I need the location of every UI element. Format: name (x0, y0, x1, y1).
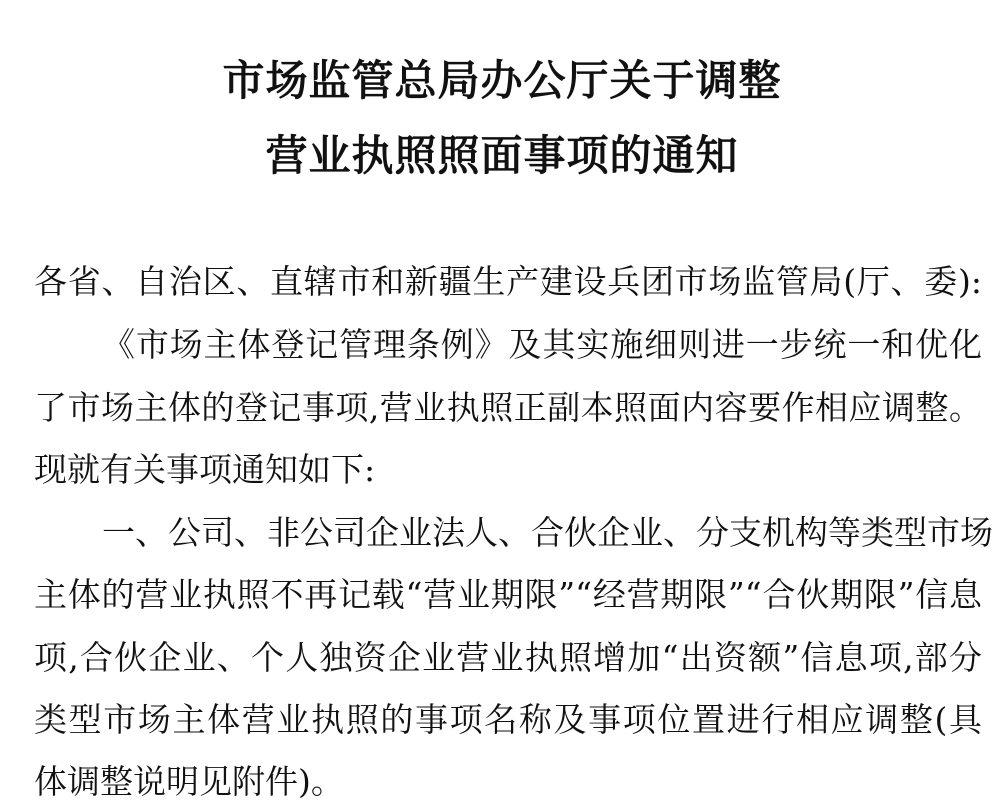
salutation: 各省、自治区、直辖市和新疆生产建设兵团市场监管局(厅、委): (34, 262, 982, 301)
paragraph-1-line-1: 《市场主体登记管理条例》及其实施细则进一步统一和优化 (102, 325, 982, 364)
paragraph-2-line-1: 一、公司、非公司企业法人、合伙企业、分支机构等类型市场 (102, 513, 993, 552)
paragraph-2-line-2: 主体的营业执照不再记载“营业期限”“经营期限”“合伙期限”信息 (34, 575, 982, 614)
notice-title-line-1: 市场监管总局办公厅关于调整 (222, 56, 782, 105)
paragraph-1-line-2: 了市场主体的登记事项,营业执照正副本照面内容要作相应调整。 (34, 388, 982, 427)
notice-title-line-2: 营业执照照面事项的通知 (265, 131, 739, 180)
paragraph-1-line-3: 现就有关事项通知如下: (34, 450, 376, 489)
paragraph-2-line-5: 体调整说明见附件)。 (34, 762, 344, 801)
paragraph-2-line-3: 项,合伙企业、个人独资企业营业执照增加“出资额”信息项,部分 (34, 638, 982, 677)
paragraph-2-line-4: 类型市场主体营业执照的事项名称及事项位置进行相应调整(具 (34, 700, 982, 739)
